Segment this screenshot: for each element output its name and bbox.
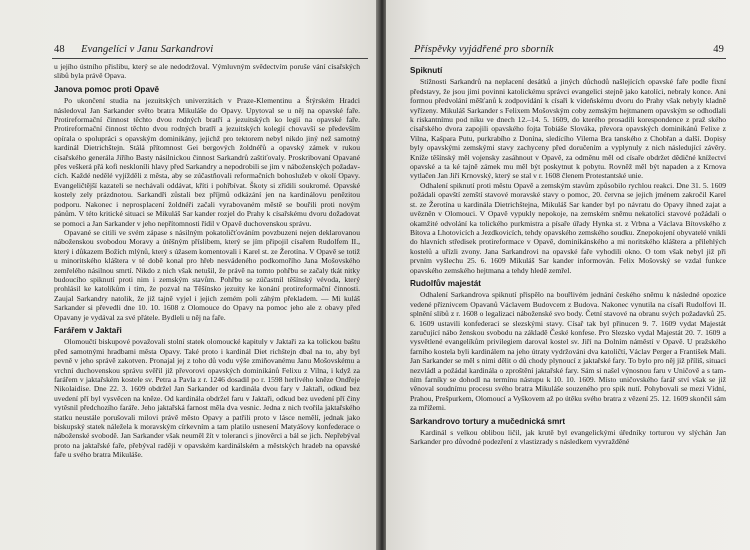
right-paragraph: Odhalení Sarkandrova spiknutí přispělo na bouřlivém jednání českého sněmu k následné opozice vedené příznivcem Opavanů Václavem Budovcem z Budova. Nakonec vynutila na císaři Rudolfovi II. splnění slibů z r. 1608 o legalizaci náboženské svo body. Četní stavové na obranu svých požadavků 25. 6. 1609 ustavili konfederaci se slezskými stavy. Císař tak byl přinucen 9. 7. 1609 vydat Majestát zaručující nábo ženskou svobodu na základě České konfese. Pro Slezsko vydal Majestát 20. 7. 1609 a vysvětlené evangelíkům privilegiem daroval kostel sv. Jiří na Dolním náměstí v Opavě. U pražského farního kostela byli kardinálem na jeho útraty vydržováni dva katoličtí, Václav Perger a František Mali. Jan Sarkander se měl s nimi dělit o dů chody plynoucí z jaktařské fary. To bylo pro něj již příliš, situaci nezvládl a požádal kardinála o zproštění jaktařské fary. Sám si našel výnosnou faru v Uničově a s tam ním farníky se dohodl na termínu nástupu k 10. 10. 1609. Místo uničovského farář ství však se již věnoval soudnímu procesu svého bratra Mikuláše souzeného pro spik nutí. Pohybovali se mezi Vídní, Prahou, Prešpurkem, Olomoucí a Vyškovem až po útěku svého bratra z vězení 25. 12. 1609 skončil sám za mřížemi. bbox=[410, 290, 726, 413]
left-paragraph: Po ukončení studia na jezuitských univerzitách v Praze-Klementinu a Štýrském Hradci následoval Jan Sarkander světo bratra Mikuláše do Opavy. Upytoval se u něj na opavské faře. Protireformační činnost těchto dvou rodných bratří a jezuitských ko legií na opavské faře. Protireformační činnost těchto dvou rodných bratří a jezuitských kolegií chovavší se především opírala o spolupráci s opavským dominikány, jejichž pro tektorem nebyl nikdo jiný než samotný kardinál Dietrichštejn. Stálá přítomnost Gei bergových žoldnéřů a opavský zámek v rukou císařského generála Jiřího Basty násilnickou činnost Sarkandrů zaštiťovaly. Proskribovaní Opavané přes veškerá přá kofi neskloníli hlavy před Sarkandry a nepodrobili se jim v náboženských požadav cích. Každé nedělé vyjížděli z města, aby se zúčastňovali reformačních bohoslužeb v okolí Opavy. Evangeličtější kazateli se nechávali oddávat, kříti i pohřbívat. Škoty si zřídili soukromé. Opavské kostely zely prázdnotou. Sarkandři zůstali bez příjmů odkázání jen na kardinálovu penězitou podporu. Nakonec i neprosplacení žoldnéři začali vyrabovaném městě se bouřili proti novým pánům. V této kritické situaci se Mikuláš Sar kander rozjel do Prahy k císařskému dvoru dožadovat se pomoci a Jan Sarkander v jeho nepřítomnosti řídil v Opavě duchovenskou správu. bbox=[54, 96, 360, 228]
left-running-title: Evangelíci v Janu Sarkandrovi bbox=[81, 44, 214, 55]
left-header-rule bbox=[52, 58, 368, 59]
right-paragraph: Odhalení spiknutí proti městu Opavě a zemským stavům způsobilo rychlou reakci. Dne 31. 5. 1609 požádali opavští zemští stavové moravské stavy o pomoc, 20. června se jejich jménem zakročil Karel st. ze Žerotína u kardinála Dietrichštejna, Mikuláš Sar kander byl po návratu do Opavy ihned zajat a uvězněn v Olomouci. V Opavě vypukly nepokoje, na zemském sněmu nekatolíci stavové požádali o okamžité odvolání ka tolického purkmistra a písaře úřady Hynka st. z Vrbna a Václava Bítovského z Bítova a Lhotovicích a Jezdkovicích, tehdy opavského zemského soudku. Znepokojení obyvatelé vnikli do hlavních středisek protireformace v Opavě, dominikánského a mi noritského kláštera a přilehlých kostelů a uřízli zvony. Jana Sarkandrovi na opavské faře vyhodili okno. O tom však nebyl již při prvním vyšlechu 25. 6. 1609 Mikuláš Sar kander informován. Felix Mošovský se vzdal funkce opavského zemského hejtmana a tehdy hledě zemřel. bbox=[410, 180, 726, 275]
right-section-heading: Rudolfův majestát bbox=[410, 278, 481, 288]
right-running-head bbox=[414, 44, 724, 55]
right-paragraph: Stížnosti Sarkandrů na neplacení desátků a jiných důchodů našlejících opavské faře podle fixní představy, že jsou jimi povinni katolickému správci evangelici stejně jako katolíci, nebraly konce. Ani formou předvolání měšťanů k zodpovídání k císaři k vídeňskému dvoru do Prahy však nebyly kladně vyřízeny. Mikuláš Sarkander s Felixem Mošovským coby zemským hejtmanem opavským se odhodlali k riskantnímu pod niku ve dnech 12.–14. 5. 1609, do kterého prosadili korespondence z praž ského císařského dvora zapojili opavského fojta Tobiáše Slováka, převora opavských dominikánů Felixe z Vilna, Kašpara Putu, purkrabího z Donína, sledícího Vilema Bra tanského z Chobřan a další. Dopisy byly opavskými zemskými stavy zachyceny před doručením a vyplynuly z nich následující závěry. Kníže těšínský měl vojensky zasáhnout v Opavě, za odměnu měl od císaře obdržet dědičné knížectví opavské a ta ké tajně zámek mu měl být poskytnut k pobytu. Rovněž měl být napaden a z Krnova vytlačen Jan Jiří Krnovský, který se stal v r. 1608 členem Protestantské unie. bbox=[410, 77, 726, 181]
left-paragraph: Opavané se citili ve svém zápase s násilným pokatoličťováním povzbuzeni nejen deklarovanou náboženskou svobodou Moravy a útěšným příslibem, který se jím připojil císařem Rudolfem II., který i důkazem Božích mlýnů, který s úžasem komentovali i Karel st. ze Žerotína. V Opavě se totiž u minoritského kláštera v té době konal pro hřeb nesvádeného podkomořího Jana Mošovského zemřelého násilnou smrtí. Nikdo z nich však netušil, že právě na tomto pohřbu se začaly tkát nitky budoucího spiknutí proti nim i zemským stavům. Pohřbu se zúčastnil těšínský vévoda, který prohlásil ke katolíkům i tím, že pozval na Těšínsko jezuity ke konání protireformační činnosti. Zaujal Sarkandry natolik, že již tajně vyjel i jejich zemém poli záhým překladem. — Mi kuláš Sarkander si převedli dne 10. 10. 1608 z Olomouce do Opavy na pomoc jeho ale z obavy před Opavany je vydával za své přátele. Bydleli u něj na faře. bbox=[54, 227, 360, 322]
right-page bbox=[386, 0, 750, 550]
right-running-title: Příspěvky vyjádřené pro sborník bbox=[414, 44, 554, 55]
right-section-heading: Spiknutí bbox=[410, 66, 443, 75]
left-body-text bbox=[54, 62, 360, 460]
right-page-number: 49 bbox=[713, 44, 724, 55]
right-body-text bbox=[410, 62, 726, 447]
right-header-rule bbox=[410, 58, 726, 59]
left-paragraph: Olomoučtí biskupové považovali stolní statek olomoucké kapituly v Jaktaři za ka tolickou baštu před samotnými hradbami města Opavy. Také proto i kardinál Diet richštejn dbal na to, aby byl pevně v jeho správě zakotven. Pronajal jej z toho dů vodu výše zmiňovanému Janu Mošovskému a vrchní duchovenskou správu svěřil již převorovi opavských dominikánů Felixu z Vilna, i když za farářem v jaktařském kostele sv. Petra a Pavla z r. 1246 dosadil po r. 1598 herlivého kněze Ondřeje Nikolaidise. Dne 22. 3. 1609 obdržel Jan Sarkander od kardinála dvou fary v Jaktaři, odkud bez uvedení pří byl vysvěcen na kněze. Od kardinála obdržel faru v Jaktaři, odkud bez uvedení pří činy vytěsnil předchozího faráře. Jeho jaktařská farnost měla dva vesnic. Jedna z nich tvořila jaktařského statku neustále porušovali milovi právě město Opavy a patřili proto v lásce nemělí, jednak jako biskupský statek náležela k moravským církevním a tam platilo usnesení Matyášovy konfederace o náboženské svobodě. Jan Sarkander však neuměl žít v toleranci s jinověrci a bál se jich. Nepřebýval proto na jaktařské faře, přebýval raději v opavském kardinálském a městských hradeb na opavské faře u svého bratra Mikuláše. bbox=[54, 337, 360, 460]
right-section-heading: Sarkandrovo tortury a mučednická smrt bbox=[410, 416, 566, 426]
left-page-number: 48 bbox=[54, 44, 65, 55]
left-section-heading: Janova pomoc proti Opavě bbox=[54, 84, 160, 94]
right-paragraph: Kardinál s velkou oblibou ličil, jak krutě byl evangelickými úředníky torturou vy slýchán Jan Sarkander pro důvodné podezření z vlastizrady s následkem vyvražděné bbox=[410, 428, 726, 447]
left-section-heading: Farářem v Jaktaři bbox=[54, 325, 122, 335]
left-intro-paragraph: u jejího ústního přislibu, který se ale nedodržoval. Výmluvným svědectvím poruše vání císařských slibů byla právě Opava. bbox=[54, 62, 360, 81]
left-running-head bbox=[54, 44, 213, 55]
